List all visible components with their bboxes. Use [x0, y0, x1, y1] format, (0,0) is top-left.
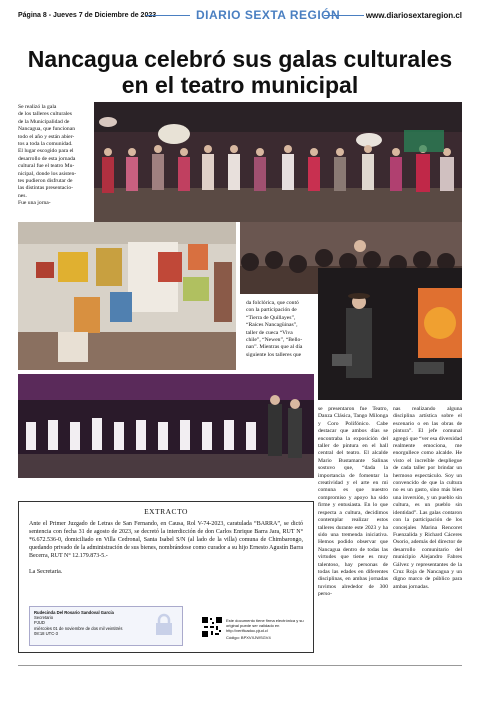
column-4-text: nas realizando alguna disciplina artística sobre el escenario o en las obras de pintura”. El jefe comunal agregó que “ver esa diversidad realmente emociona, me enorgullece como alcalde. He visto el increíble despliegue de cada taller por brindar un hermoso espectáculo. Soy un convencido de que la cultura no es un gasto, sino más bien una inversión, y un pueblo sin cultura, es un pueblo sin identidad”. Las galas contaron con la participación de los concejales Marina Rencoret Fuenzalida y Richard Cáceres Osorio, además del director de desarrollo comunitario del municipio Alejandro Fabres Gálvez y representantes de la Cruz Roja de Nancagua y un digno marco de público para ambas jornadas.	[393, 406, 462, 590]
qr-text: Este documento tiene firma electrónica y su original puede ser validado en http://verificadoc.pjud.cl	[226, 618, 304, 633]
legal-notice-secretaria: La Secretaria.	[29, 569, 63, 575]
signer-name: Rudecinda Del Rosario Sandoval García	[34, 610, 114, 615]
article-column-4	[393, 406, 462, 591]
column-2-text	[246, 300, 314, 359]
article-column-1	[18, 104, 90, 208]
column-2-line: nan”. Mientras que al día	[246, 344, 303, 351]
qr-code-icon[interactable]	[201, 616, 223, 638]
column-1-line: tos a toda la comunidad.	[18, 141, 73, 148]
signature-time: 08:18 UTC-3	[34, 630, 58, 636]
site-url[interactable]: www.diariosextaregion.cl	[365, 11, 462, 20]
photo-mayor-speaking	[318, 268, 462, 400]
column-2-line: “Raíces Nancagüinas”,	[246, 322, 298, 329]
column-1-text	[18, 104, 90, 208]
footer-rule	[18, 665, 462, 666]
column-1-line: de los talleres culturales	[18, 111, 72, 118]
column-1-line: tes pudieron disfrutar de	[18, 178, 73, 185]
column-1-line: El lugar escogido para el	[18, 148, 74, 155]
column-1-line: las distintas presentacio-	[18, 185, 73, 192]
column-1-line: Nancagua, que funcionan	[18, 126, 75, 133]
column-1-line: desarrollo de esta jornada	[18, 155, 76, 162]
qr-verification-text	[226, 618, 306, 640]
photo-ballet-performance	[18, 374, 314, 478]
headline-line-1: Nancagua celebró sus galas culturales	[27, 46, 453, 72]
qr-code-number: Código: BPXVXJWSGV4	[226, 635, 271, 640]
photo-stage-dancers	[94, 102, 462, 222]
legal-notice-body: Ante el Primer Juzgado de Letras de San Fernando, en Causa, Rol V-74-2023, caratulada “BARRA”, se dictó sentencia con fecha 31 de agosto de 2023, se decretó la interdicción de don Carlos Enrique Barra Jara, RUT N° *6.672.536-0, domiciliado en Villa Cedronal, Santa Isabel S/N (al lado de la villa) comuna de Chimbarongo, quedando privado de la administración de sus bienes, nombrándose como curador a su hijo Ernesto Agustín Barra Becerra, RUT N° 12.179.873-5.-	[29, 521, 303, 559]
column-2-line: siguiente los talleres que	[246, 351, 302, 358]
column-3-text: se presentaron fue Teatro, Danza Clásica, Tango Milonga y Coro Polifónico. Cabe destacar que ambos días se encontraba la exposición del taller de pintura en el hall central del teatro. El alcalde Mario Bustamante Salinas sostuvo que, “dada la importancia de fomentar la creatividad y el arte en mi comuna es que nuestro compromiso y apoyo ha sido firme y entusiasta. En lo que respecta a cultura, decidimos contemplar realizar estos talleres durante este 2023 y ha sido una tremenda iniciativa. Hemos podido observar que Nancagua dentro de todas las virtudes que tiene es muy talentoso, hay personas de todas las edades en diferentes disciplinas, en ambas jornadas tuvimos alrededor de 300 perso-	[318, 406, 388, 598]
electronic-signature	[29, 606, 183, 646]
header-rule-right	[324, 15, 364, 16]
legal-notice-box	[18, 501, 314, 653]
signer-org: PJUD	[34, 620, 45, 626]
column-1-line: de la Municipalidad de	[18, 118, 70, 125]
column-1-line: Se realizó la gala	[18, 104, 57, 110]
column-2-line: taller de cueca “Viva	[246, 329, 293, 336]
column-2-line: da folclórica, que contó	[246, 300, 299, 306]
headline	[14, 46, 466, 98]
signer-role: Secretario	[34, 615, 54, 621]
padlock-icon	[152, 613, 176, 637]
article-column-3	[318, 406, 388, 599]
photo-painting-exhibition	[18, 222, 236, 370]
newspaper-brand: DIARIO SEXTA REGIÓN	[196, 8, 341, 22]
header-rule-left	[146, 15, 190, 16]
column-2-line: “Tierra de Quillayes”,	[246, 314, 296, 321]
column-1-line: todo el año y están abier-	[18, 133, 75, 140]
signature-date: miércoles 01 de noviembre de dos mil veintitrés	[34, 625, 123, 631]
headline-line-2: en el teatro municipal	[121, 72, 359, 98]
article-column-2	[246, 300, 314, 359]
column-2-line: chile”, “Newen”, “Bello-	[246, 337, 303, 344]
page-number: Página 8 - Jueves 7 de Diciembre de 2023	[18, 12, 157, 19]
column-1-line: Fue una jorna-	[18, 200, 51, 207]
column-2-line: con la participación de	[246, 307, 297, 314]
column-1-line: nicipal, donde los asisten-	[18, 170, 77, 177]
legal-notice-title: EXTRACTO	[144, 507, 188, 516]
column-1-line: nes.	[18, 192, 27, 199]
page-header	[18, 6, 462, 28]
column-1-line: cultural fue el teatro Mu-	[18, 163, 75, 170]
